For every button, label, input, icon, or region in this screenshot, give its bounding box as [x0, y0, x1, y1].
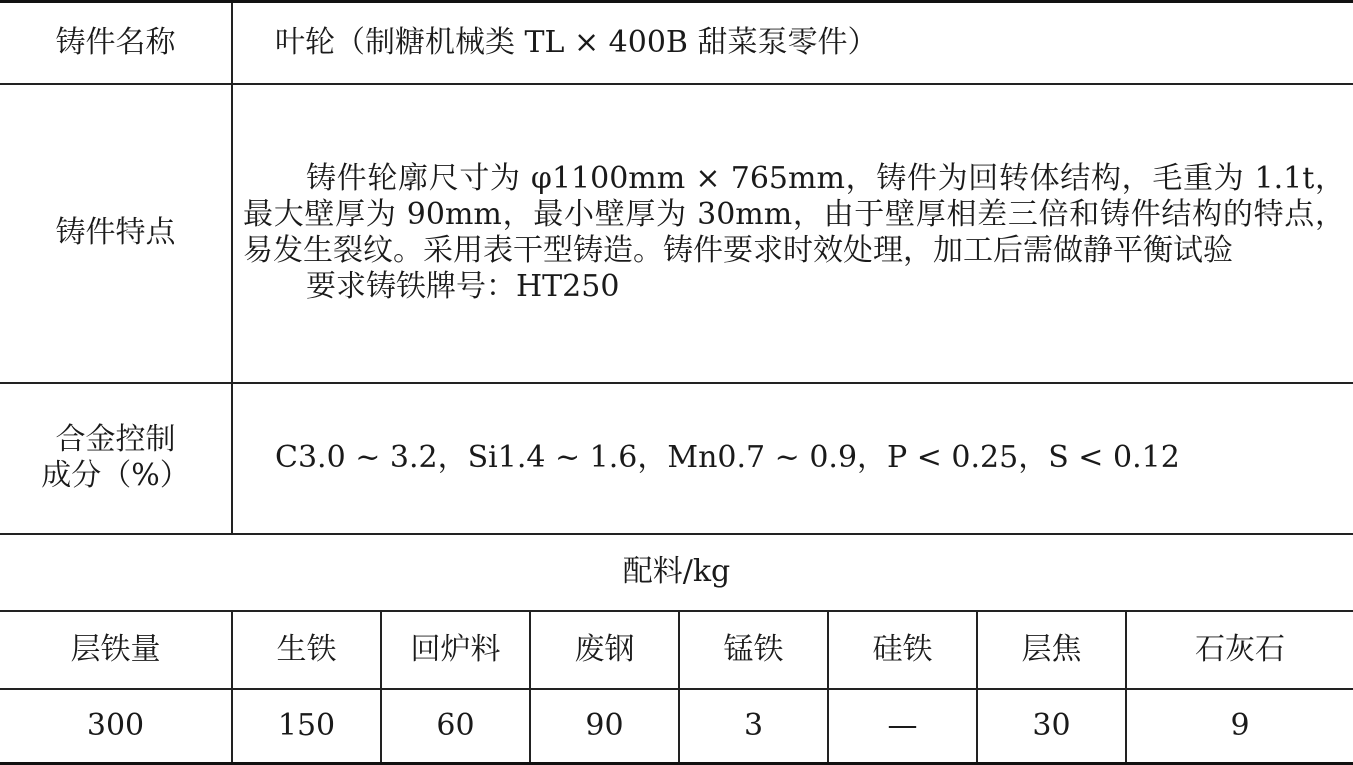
header-ferromanganese: 锰铁	[679, 611, 828, 689]
row-charge-headers	[0, 611, 1353, 689]
alloy-label-line2: 成分（%）	[41, 458, 190, 494]
alloy-composition-label	[0, 383, 232, 534]
alloy-composition-value: C3.0 ~ 3.2，Si1.4 ~ 1.6，Mn0.7 ~ 0.9，P < 0.25，S < 0.12	[232, 383, 1353, 534]
row-casting-features	[0, 84, 1353, 383]
header-scrap-steel: 废钢	[530, 611, 679, 689]
header-ferrosilicon: 硅铁	[828, 611, 977, 689]
value-layer-iron: 300	[0, 689, 232, 763]
header-limestone: 石灰石	[1126, 611, 1353, 689]
casting-features-paragraph: 铸件轮廓尺寸为 φ1100mm × 765mm，铸件为回转体结构，毛重为 1.1t，最大壁厚为 90mm，最小壁厚为 30mm，由于壁厚相差三倍和铸件结构的特点，易发生裂纹。采用表干型铸造。铸件要求时效处理，加工后需做静平衡试验	[243, 161, 1345, 269]
value-ferrosilicon: —	[828, 689, 977, 763]
value-limestone: 9	[1230, 708, 1250, 744]
value-ferromanganese: 3	[679, 689, 828, 763]
value-returns: 60	[381, 689, 530, 763]
value-layer-coke: 30	[977, 689, 1126, 763]
casting-name-value: 叶轮（制糖机械类 TL × 400B 甜菜泵零件）	[232, 2, 1353, 84]
casting-features-cell	[232, 84, 1353, 383]
row-casting-name	[0, 2, 1353, 84]
casting-features-label: 铸件特点	[0, 84, 232, 383]
value-scrap-steel: 90	[530, 689, 679, 763]
row-charge-title	[0, 534, 1353, 611]
alloy-label-line1: 合金控制	[55, 422, 176, 458]
row-charge-values	[0, 689, 1353, 763]
header-layer-coke: 层焦	[977, 611, 1126, 689]
header-layer-iron: 层铁量	[0, 611, 232, 689]
value-pig-iron: 150	[232, 689, 381, 763]
header-returns: 回炉料	[381, 611, 530, 689]
iron-grade-requirement: 要求铸铁牌号：HT250	[306, 269, 620, 305]
charge-section-title: 配料/kg	[0, 534, 1353, 611]
casting-name-label: 铸件名称	[0, 2, 232, 84]
header-pig-iron: 生铁	[232, 611, 381, 689]
row-alloy-composition	[0, 383, 1353, 534]
